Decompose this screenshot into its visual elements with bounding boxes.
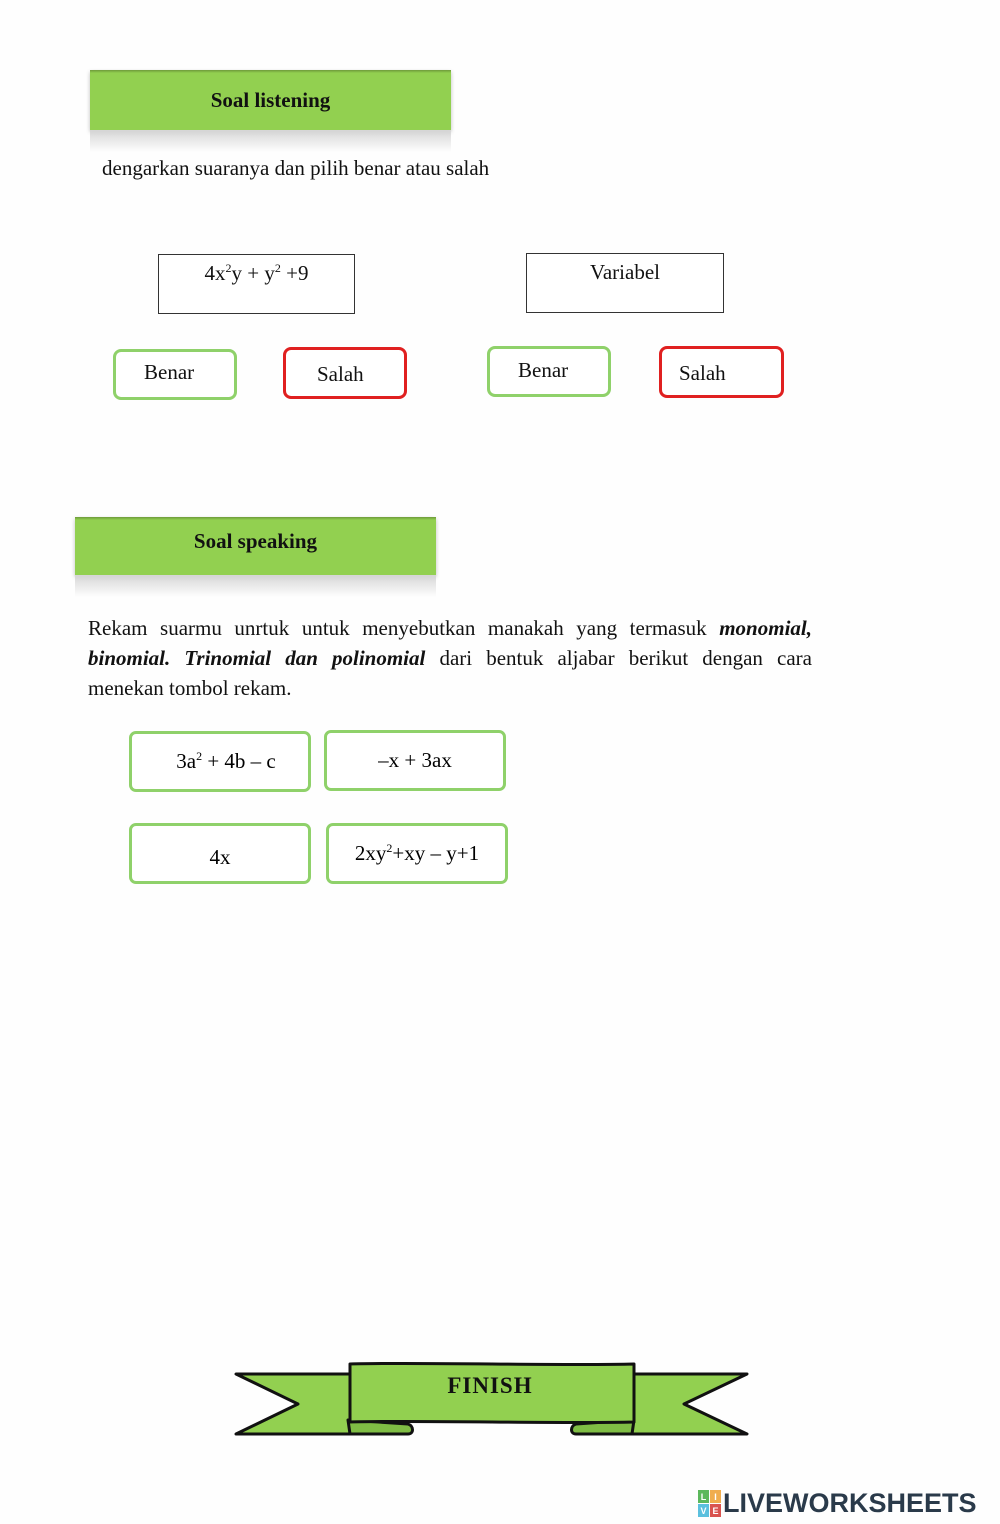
q2-benar-button[interactable]: Benar	[487, 346, 611, 397]
expression-card-4[interactable]: $2xy^2+xy - y+1$	[326, 823, 508, 884]
listening-question-2-prompt: Variabel	[526, 253, 724, 313]
liveworksheets-logo	[698, 1488, 977, 1519]
speaking-section-header	[75, 517, 436, 575]
listening-section-header	[90, 70, 451, 130]
q1-benar-button[interactable]: Benar	[113, 349, 237, 400]
liveworksheets-logo-text: LIVEWORKSHEETS	[723, 1488, 977, 1518]
expression-card-2[interactable]: –x + 3ax	[324, 730, 506, 791]
q1-salah-button[interactable]: Salah	[283, 347, 407, 399]
listening-instruction: dengarkan suaranya dan pilih benar atau salah	[102, 156, 490, 180]
finish-ribbon-button[interactable]	[232, 1358, 752, 1440]
ribbon-left-tail	[236, 1374, 350, 1434]
speaking-instruction: Rekam suarmu unrtuk untuk menyebutkan manakah yang termasuk monomial, binomial. Trinomial dan polinomial dari bentuk aljabar berikut dengan cara menekan tombol rekam.	[88, 616, 812, 700]
listening-question-1-prompt: $4x^2y + y^2 +9$	[158, 254, 355, 314]
speaking-title: Soal speaking	[193, 529, 318, 553]
q2-salah-button[interactable]: Salah	[659, 346, 784, 398]
finish-label: FINISH	[447, 1373, 533, 1398]
expression-card-1[interactable]: $3a^2 + 4b - c$	[129, 731, 311, 792]
expression-card-3[interactable]: 4x	[129, 823, 311, 884]
liveworksheets-logo-icon: L I V E	[698, 1490, 721, 1517]
listening-title: Soal listening	[210, 88, 331, 112]
ribbon-right-tail	[632, 1374, 747, 1434]
